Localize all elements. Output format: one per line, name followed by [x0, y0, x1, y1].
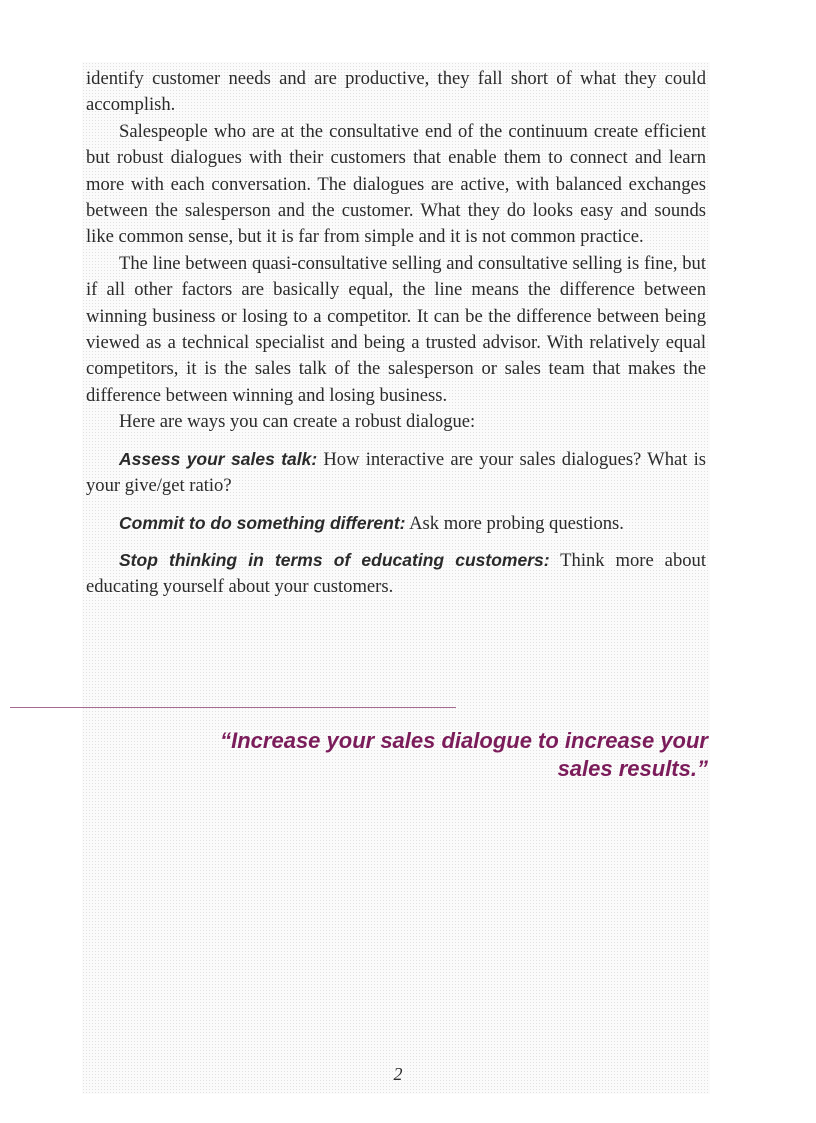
paragraph-line-between: The line between quasi-consultative selling and consultative selling is fine, but if all other factors are basically equal, the line means the difference between winning business or losing to a competitor. It can be the difference between being viewed as a technical specialist and being a trusted advisor. With relatively equal competitors, it is the sales talk of the salesperson or sales team that makes the difference between winning and losing business. [86, 252, 706, 406]
tip-assess-sales-talk [86, 446, 706, 500]
tip-heading: Commit to do something different: [119, 512, 406, 533]
paragraph-consultative-end: Salespeople who are at the consultative end of the continuum create efficient but robust dialogues with their customers that enable them to connect and learn more with each conversation. The dialogues are active, with balanced exchanges between the salesperson and the customer. What they do looks easy and sounds like common sense, but it is far from simple and it is not common practice. [86, 120, 706, 248]
pull-quote-divider [10, 707, 456, 708]
tip-text: Ask more probing questions. [405, 512, 624, 534]
tip-commit-different [86, 510, 706, 537]
tip-text: Think more about educating yourself about your customers. [86, 549, 706, 598]
paragraph-continuation: identify customer needs and are productive, they fall short of what they could accomplish. [86, 68, 706, 116]
tip-stop-educating [86, 547, 706, 601]
tip-heading: Stop thinking in terms of educating customers: [119, 549, 550, 570]
paragraph-ways-intro: Here are ways you can create a robust dialogue: [119, 411, 476, 433]
tip-heading: Assess your sales talk: [119, 448, 318, 469]
tip-text: How interactive are your sales dialogues? What is your give/get ratio? [86, 448, 706, 497]
pull-quote: “Increase your sales dialogue to increase your sales results.” [220, 728, 708, 781]
page-number: 2 [393, 1064, 403, 1084]
body-text [86, 66, 706, 601]
